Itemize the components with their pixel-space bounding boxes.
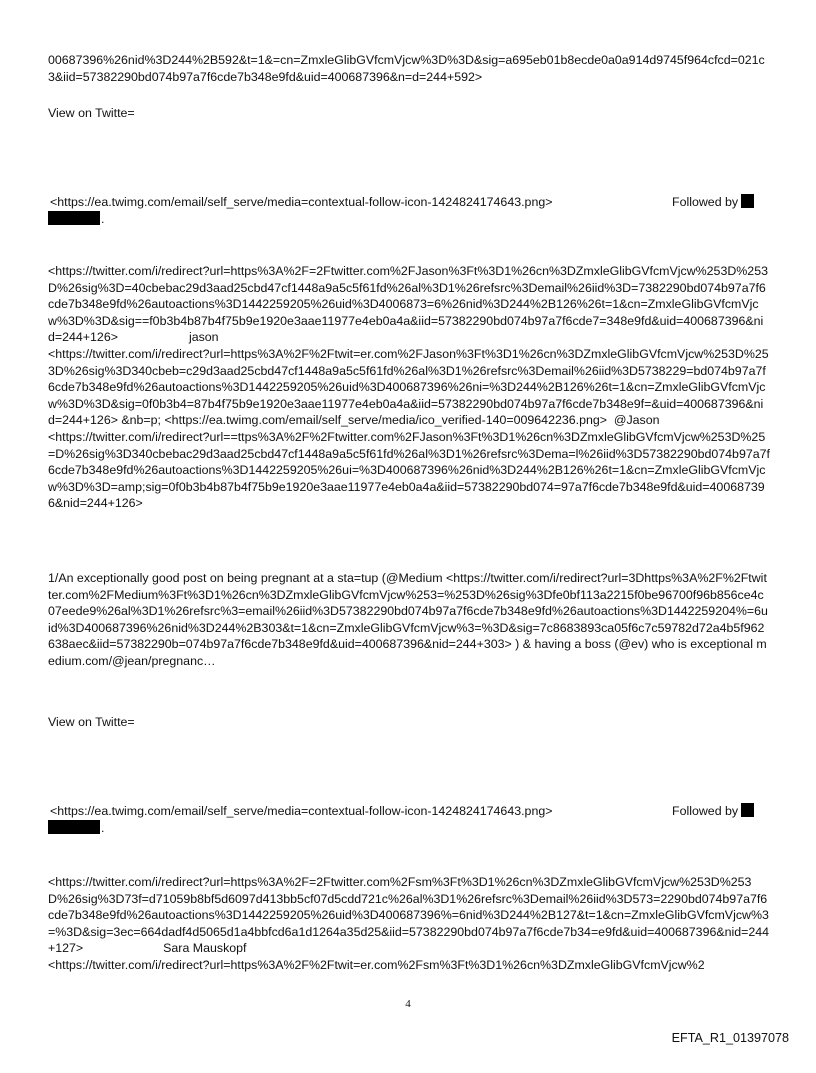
jason-link-block (48, 263, 770, 512)
redirect-url-text: <https://twitter.com/i/redirect?url=https%3A%2F=2Ftwitter.com%2Fsm%3Ft%3D1%26cn%3DZmxleGlibGVfcmVjcw%253D%253D%26sig%3D73f=d71059b8bf5d6097d413bb5cf07d5cdd721c%26al%3D1%26refsrc%3Demail%26iid%3D573=2290bd074b97a7f6cde7b348e9fd%26autoactions%3D1442259205%26uid%3D400687396%=6nid%3D244%2B127&t=1&cn=ZmxleGlibGVfcmVjcw%3=%3D&sig=3ec=664dadf4d5065d1a4bbfcd6a1d1264a35d25&iid=57382290bd074b97a7f6cde7b34=e9fd&uid=400687396&nid=244+127> (48, 875, 770, 956)
followed-by-text: Followed by (672, 194, 754, 211)
tweet-text-block: 1/An exceptionally good post on being pregnant at a sta=tup (@Medium <https://twitter.com/i/redirect?url=3Dhttps%3A%2F%2Ftwitter.com%2FMedium%3Ft%3D1%26cn%3DZmxleGlibGVfcmVjcw%253=%253D%26sig%3Dfe0bf113a2215f0be96700f96b856ce4c07eede9%26al%3D1%26refsrc%3=email%26iid%3D57382290bd074b97a7f6cde7b348e9fd%26autoactions%3D1442259204%=6uid%3D400687396%26nid%3D244%2B303&t=1&cn=ZmxleGlibGVfcmVjcw%3=%3D&sig=7c8683893ca05f6c7c59782d72a4b5f962638aec&iid=57382290b=074b97a7f6cde7b348e9fd&uid=400687396&nid=244+303> ) & having a boss (@ev) who is exceptional medium.com/@jean/pregnanc… (48, 571, 768, 668)
redaction-box (48, 820, 100, 834)
follow-row (48, 194, 770, 211)
view-on-twitter-link[interactable]: View on Twitte= (48, 106, 135, 120)
view-on-twitter-link[interactable]: View on Twitte= (48, 715, 135, 729)
follow-row-continued: . (48, 820, 770, 837)
sara-link-block (48, 874, 770, 974)
image-url-text: <https://ea.twimg.com/email/self_serve/media=contextual-follow-icon-1424824174643.png> (50, 804, 553, 818)
user-name: jason (188, 330, 219, 345)
url-text-block: 00687396%26nid%3D244%2B592&t=1&=cn=ZmxleGlibGVfcmVjcw%3D%3D&sig=a695eb01b8ecde0a0a914d9745f964cfcd=021c3&iid=57382290bd074b97a7f6cde7b348e9fd&uid=400687396&n=d=244+592> (48, 53, 765, 84)
followed-by-text: Followed by (672, 803, 754, 820)
redaction-box (48, 211, 100, 225)
redirect-url-text: <https://twitter.com/i/redirect?url==ttps%3A%2F%2Ftwitter.com%2FJason%3Ft%3D1%26cn%3DZmxleGlibGVfcmVjcw%253D%25=D%26sig%3D340cbebac29d3aad25cbd47cf1448a9a5c5f61fd%26al%3D1%26refsrc%3Dema=l%26iid%3D57382290bd074b97a7f6cde7b348e9fd%26autoactions%3D1442259205%26ui=%3D400687396%26nid%3D244%2B126%26t=1&cn=ZmxleGlibGVfcmVjcw%3D%3D=amp;sig=0f0b3b4b87b4f75b9e1920e3aae11977e4eb0a4a&iid=57382290bd074=97a7f6cde7b348e9fd&uid=400687396&nid=244+126> (48, 429, 770, 511)
follow-row (48, 803, 770, 820)
redirect-url-text: <https://twitter.com/i/redirect?url=https%3A%2F%2Ftwit=er.com%2Fsm%3Ft%3D1%26cn%3DZmxleGlibGVfcmVjcw%2 (48, 957, 705, 972)
page-number: 4 (405, 998, 411, 1010)
redirect-url-text: <https://twitter.com/i/redirect?url=https%3A%2F%2Ftwit=er.com%2FJason%3Ft%3D1%26cn%3DZmxleGlibGVfcmVjcw%253D%253D%26sig%3D340cbeb=c29d3aad25cbd47cf1448a9a5c5f61fd%26al%3D1%26refsrc%3Demail%26iid%3D5738229=bd074b97a7f6cde7b348e9fd%26autoactions%3D1442259205%26uid%3D400687396%26ni=%3D244%2B126%26t=1&cn=ZmxleGlibGVfcmVjcw%3D%3D&sig=0f0b3b4=87b4f75b9e1920e3aae11977e4eb0a4a&iid=57382290bd074b97a7f6cde7b348e9f=&uid=400687396&nid=244+126> &nb=p; <https://ea.twimg.com/email/self_serve/media/ico_verified-140=009642236.png> @Jason (48, 346, 769, 428)
redirect-url-text: <https://twitter.com/i/redirect?url=https%3A%2F=2Ftwitter.com%2FJason%3Ft%3D1%26cn%3DZmxleGlibGVfcmVjcw%253D%253D%26sig%3D=40cbebac29d3aad25cbd47cf1448a9a5c5f61fd%26al%3D1%26refsrc%3Demail%26iid%3D=7382290bd074b97a7f6cde7b348e9fd%26autoactions%3D1442259205%26uid%3D4006873=6%26nid%3D244%2B126%26t=1&cn=ZmxleGlibGVfcmVjcw%3D%3D&sig==f0b3b4b87b4f75b9e1920e3aae11977e4eb0a4a&iid=57382290bd074b97a7f6cde7=348e9fd&uid=400687396&nid=244+126> (48, 264, 768, 345)
follow-row-continued: . (48, 211, 770, 228)
redaction-box (741, 803, 754, 817)
bates-number: EFTA_R1_01397078 (671, 1031, 789, 1045)
redaction-box (741, 194, 754, 208)
user-name: Sara Mauskopf (163, 941, 247, 956)
image-url-text: <https://ea.twimg.com/email/self_serve/media=contextual-follow-icon-1424824174643.png> (50, 195, 553, 209)
